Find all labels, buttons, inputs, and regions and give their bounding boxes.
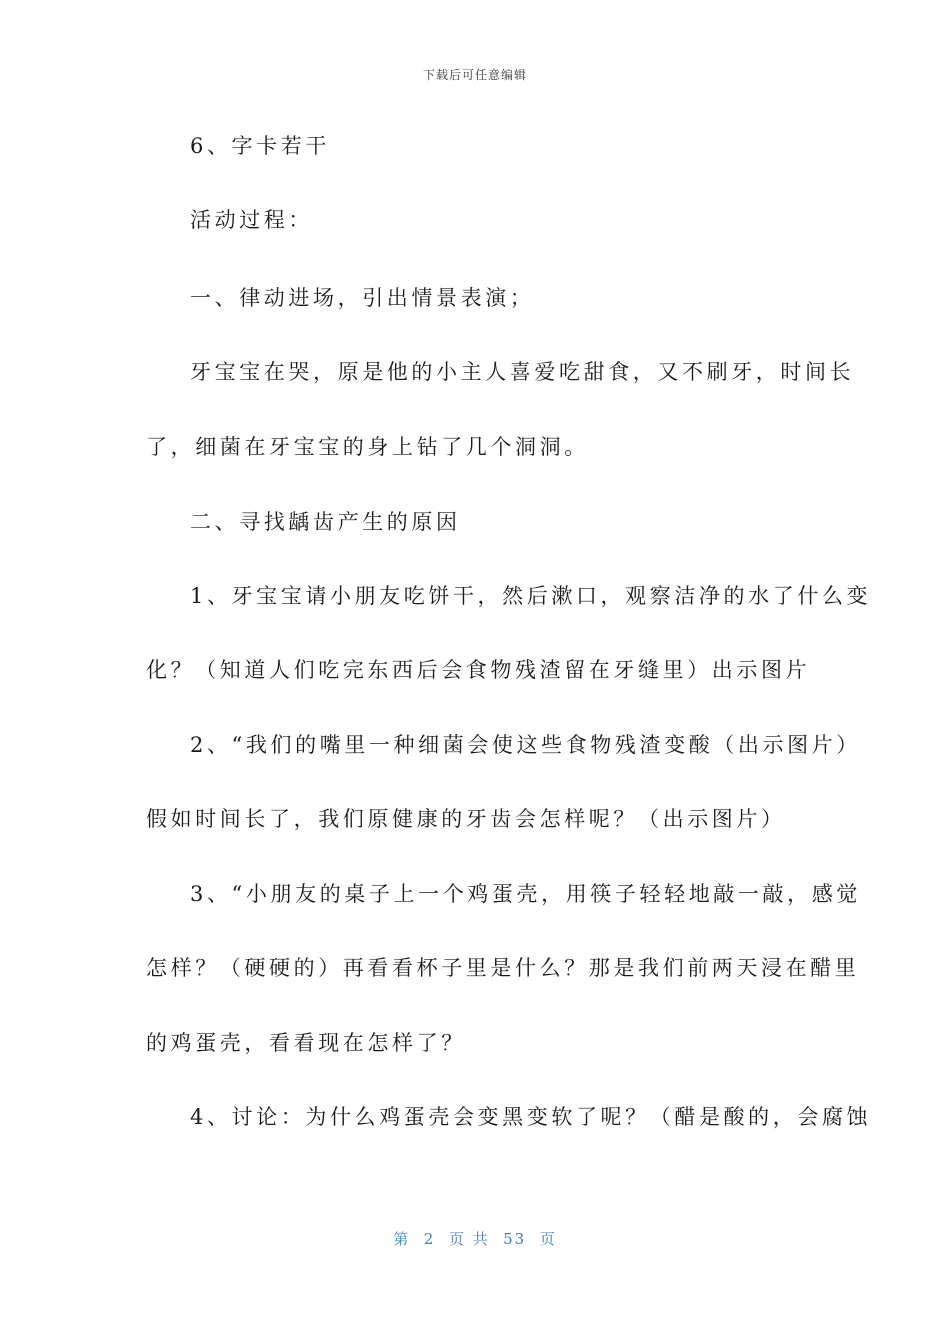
paragraph-item-1-line-2: 化？（知道人们吃完东西后会食物残渣留在牙缝里）出示图片 (146, 658, 811, 682)
header-note: 下载后可任意编辑 (422, 68, 527, 82)
paragraph-item-3-line-1: 3、“小朋友的桌子上一个鸡蛋壳，用筷子轻轻地敲一敲，感觉 (190, 882, 861, 906)
paragraph-step-1-line-2: 了，细菌在牙宝宝的身上钻了几个洞洞。 (146, 435, 589, 459)
paragraph-materials-6: 6、字卡若干 (190, 134, 330, 158)
paragraph-step-1-title: 一、律动进场，引出情景表演； (190, 286, 535, 310)
paragraph-item-2-line-1: 2、“我们的嘴里一种细菌会使这些食物残渣变酸（出示图片） (190, 733, 861, 757)
page-number-footer: 第 2 页 共 53 页 (393, 1230, 557, 1248)
paragraph-item-3-line-2: 怎样？（硬硬的）再看看杯子里是什么？那是我们前两天浸在醋里 (146, 956, 860, 980)
paragraph-item-3-line-3: 的鸡蛋壳，看看现在怎样了？ (146, 1031, 466, 1055)
paragraph-item-4-line-1: 4、讨论：为什么鸡蛋壳会变黑变软了呢？（醋是酸的，会腐蚀 (190, 1105, 872, 1129)
paragraph-item-2-line-2: 假如时间长了，我们原健康的牙齿会怎样呢？（出示图片） (146, 807, 786, 831)
paragraph-step-2-title: 二、寻找龋齿产生的原因 (190, 510, 461, 534)
paragraph-process-title: 活动过程： (190, 208, 313, 232)
paragraph-step-1-line-1: 牙宝宝在哭，原是他的小主人喜爱吃甜食，又不刷牙，时间长 (190, 360, 855, 384)
paragraph-item-1-line-1: 1、牙宝宝请小朋友吃饼干，然后漱口，观察洁净的水了什么变 (190, 584, 872, 608)
